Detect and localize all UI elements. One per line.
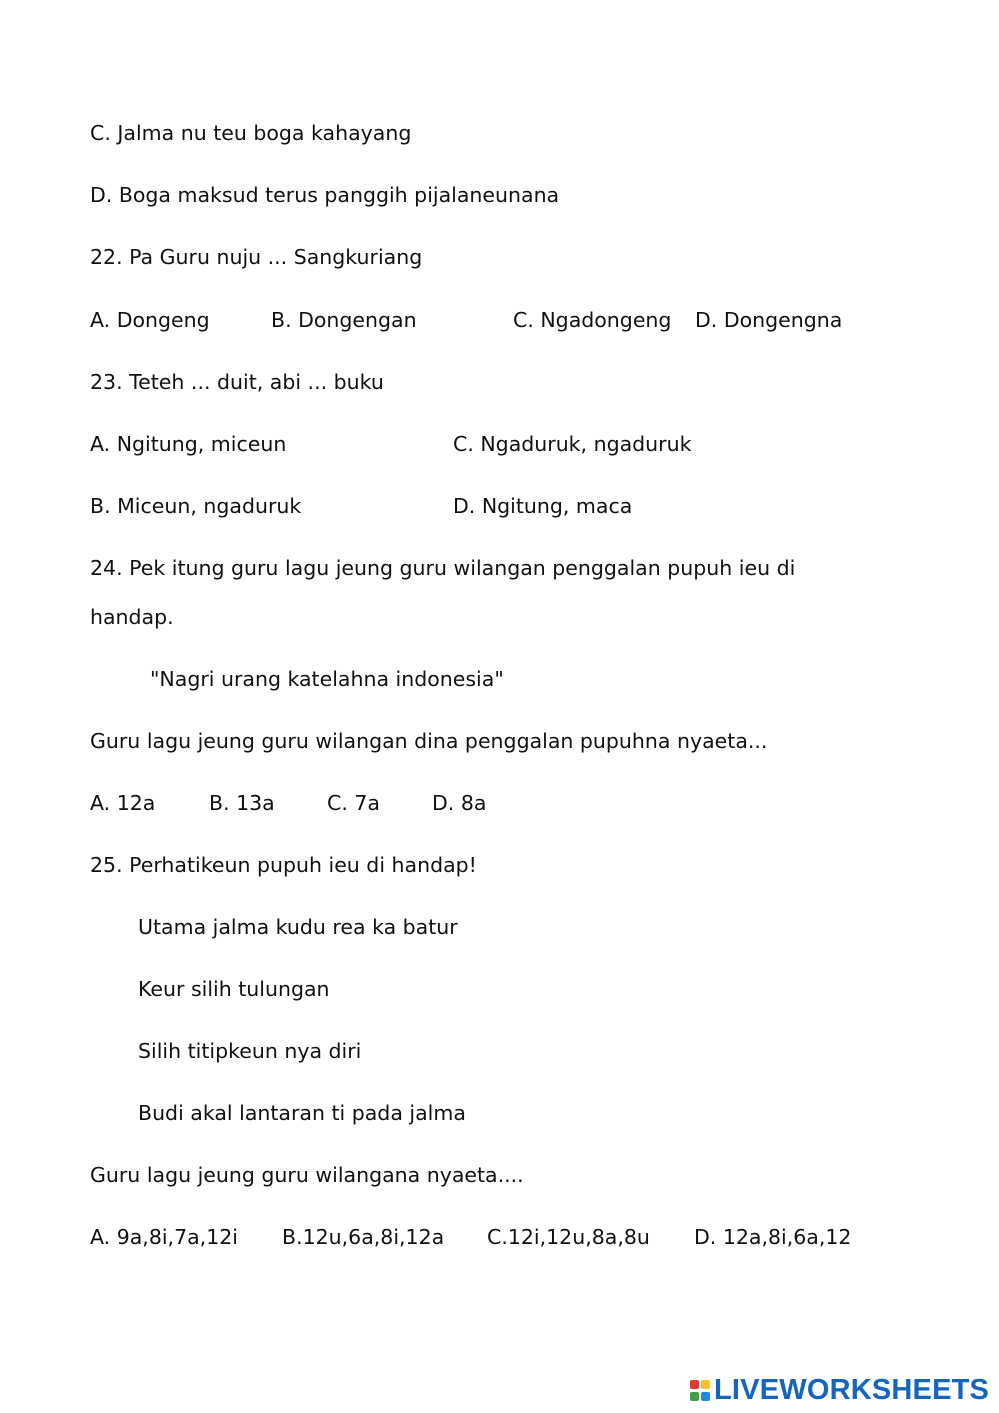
q23-option-a: A. Ngitung, miceun bbox=[90, 432, 287, 456]
q25-option-b: B.12u,6a,8i,12a bbox=[282, 1225, 445, 1249]
q25-question: 25. Perhatikeun pupuh ieu di handap! bbox=[90, 853, 477, 877]
q25-verse-line: Silih titipkeun nya diri bbox=[138, 1039, 362, 1063]
q25-verse-line: Utama jalma kudu rea ka batur bbox=[138, 915, 458, 939]
q21-option-c: C. Jalma nu teu boga kahayang bbox=[90, 121, 412, 145]
q25-verse-line: Keur silih tulungan bbox=[138, 977, 330, 1001]
liveworksheets-logo[interactable] bbox=[690, 1374, 989, 1407]
q22-option-b: B. Dongengan bbox=[271, 308, 417, 332]
q24-question-line2: handap. bbox=[90, 605, 174, 629]
q22-question: 22. Pa Guru nuju ... Sangkuriang bbox=[90, 245, 423, 269]
liveworksheets-logo-icon bbox=[690, 1379, 712, 1403]
q24-option-b: B. 13a bbox=[209, 791, 275, 815]
liveworksheets-logo-text: LIVEWORKSHEETS bbox=[714, 1374, 990, 1406]
q24-option-a: A. 12a bbox=[90, 791, 156, 815]
q25-prompt: Guru lagu jeung guru wilangana nyaeta.... bbox=[90, 1163, 524, 1187]
q24-option-c: C. 7a bbox=[327, 791, 380, 815]
q22-option-d: D. Dongengna bbox=[695, 308, 843, 332]
q21-option-d: D. Boga maksud terus panggih pijalaneunana bbox=[90, 183, 560, 207]
q22-option-c: C. Ngadongeng bbox=[513, 308, 672, 332]
q25-option-a: A. 9a,8i,7a,12i bbox=[90, 1225, 238, 1249]
q23-option-b: B. Miceun, ngaduruk bbox=[90, 494, 302, 518]
q25-verse-line: Budi akal lantaran ti pada jalma bbox=[138, 1101, 466, 1125]
q24-question-line1: 24. Pek itung guru lagu jeung guru wilangan penggalan pupuh ieu di bbox=[90, 556, 796, 580]
q24-option-d: D. 8a bbox=[432, 791, 487, 815]
q23-option-c: C. Ngaduruk, ngaduruk bbox=[453, 432, 692, 456]
q22-option-a: A. Dongeng bbox=[90, 308, 210, 332]
q24-quote: "Nagri urang katelahna indonesia" bbox=[150, 667, 504, 691]
q23-question: 23. Teteh ... duit, abi ... buku bbox=[90, 370, 384, 394]
q24-prompt: Guru lagu jeung guru wilangan dina penggalan pupuhna nyaeta... bbox=[90, 729, 768, 753]
q23-option-d: D. Ngitung, maca bbox=[453, 494, 633, 518]
q25-option-c: C.12i,12u,8a,8u bbox=[487, 1225, 650, 1249]
q25-option-d: D. 12a,8i,6a,12 bbox=[694, 1225, 852, 1249]
